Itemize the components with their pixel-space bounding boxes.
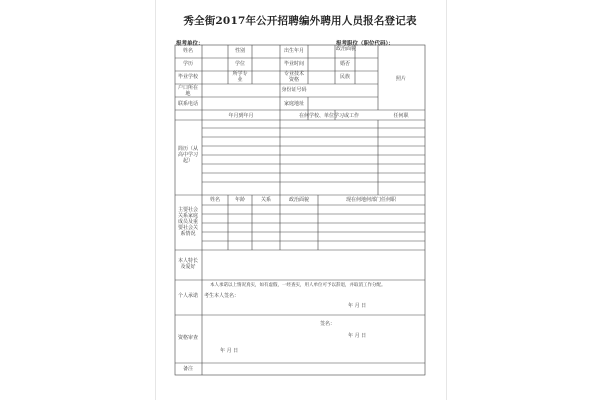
resume-col-time: 年月到年月 — [228, 113, 254, 119]
review-label: 资格审查 — [177, 335, 199, 341]
commitment-sign: 考生本人签名： — [204, 293, 240, 299]
label-nation: 民族 — [339, 74, 351, 80]
family-label: 主要社会关系家庭成员及重要社会关系情况 — [177, 207, 198, 237]
resume-label: 简历（从高中学习起） — [177, 146, 198, 164]
label-school: 毕业学校 — [177, 74, 199, 80]
label-education: 学历 — [182, 61, 194, 67]
review-date-right: 年 月 日 — [348, 333, 367, 339]
specialty-label: 本人特长及爱好 — [177, 258, 198, 270]
remarks-label: 备注 — [182, 366, 194, 372]
family-col-unit: 现在何地何部门任何职 — [345, 197, 397, 203]
commitment-date: 年 月 日 — [348, 303, 367, 309]
label-gender: 性别 — [234, 48, 246, 54]
label-name: 姓名 — [182, 48, 194, 54]
label-major: 所学专业 — [232, 71, 248, 83]
label-birth: 出生年月 — [283, 48, 305, 54]
label-address: 家庭地址 — [283, 101, 305, 107]
label-id-no: 身份证号码 — [281, 87, 307, 93]
label-photo: 照片 — [395, 76, 407, 82]
family-col-rel: 关系 — [260, 197, 272, 203]
label-title-qual: 专业技术资格 — [283, 71, 304, 83]
label-political: 政治面貌 — [336, 46, 357, 52]
form-title: 秀全街2017年公开招聘编外聘用人员报名登记表 — [183, 15, 417, 27]
label-phone: 联系电话 — [177, 101, 199, 107]
label-degree: 学位 — [234, 61, 246, 67]
label-marital: 婚否 — [339, 61, 351, 67]
apply-unit-label: 报考单位： — [176, 41, 204, 47]
family-col-pol: 政治面貌 — [288, 197, 310, 203]
review-sign: 签名： — [320, 321, 336, 327]
review-date-left: 年 月 日 — [220, 348, 239, 354]
commitment-text: 本人承诺以上情况真实，如有虚假，一经查实，用人单位可予以辞退，并取消工作分配。 — [210, 283, 386, 288]
resume-col-place: 在何学校、单位学习或工作 — [298, 113, 360, 119]
label-work-time: 毕业时间 — [283, 61, 305, 67]
apply-position-label: 报考职位（职位代码）： — [336, 41, 394, 47]
commitment-label: 个人承诺 — [177, 293, 199, 299]
family-col-age: 年龄 — [234, 197, 246, 203]
family-col-name: 姓名 — [209, 197, 221, 203]
resume-col-role: 任何职 — [393, 113, 409, 119]
label-hukou: 户口所在地 — [177, 85, 198, 97]
